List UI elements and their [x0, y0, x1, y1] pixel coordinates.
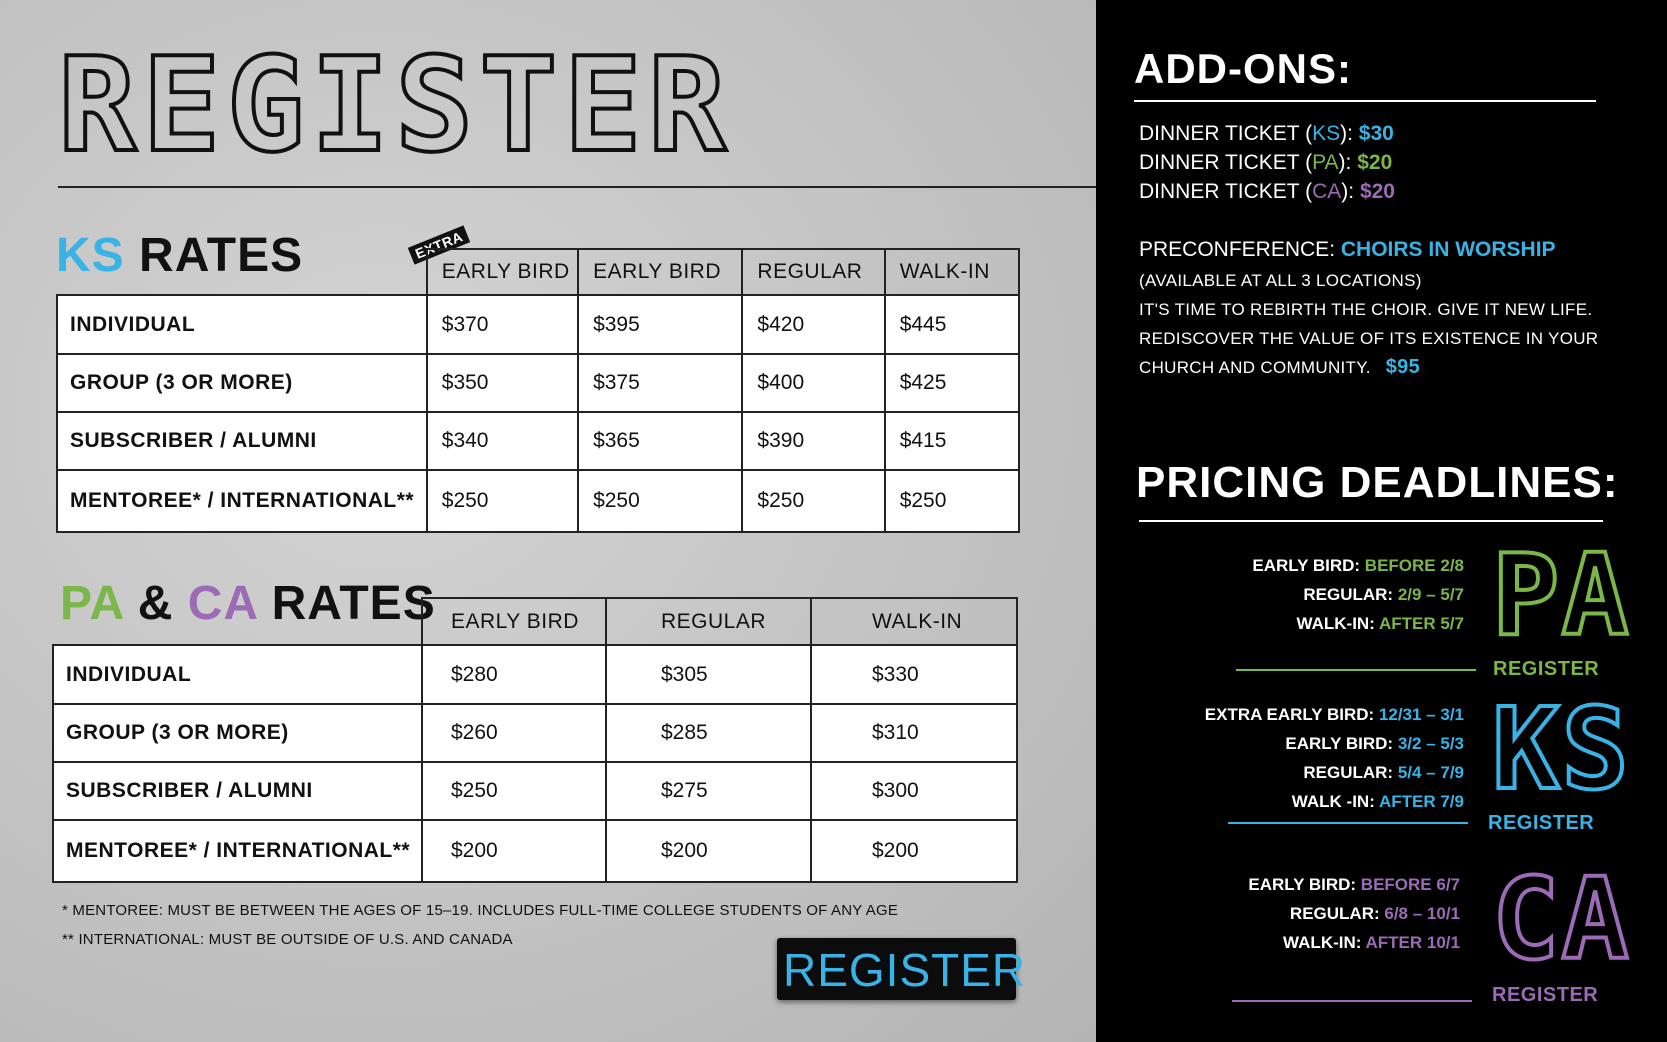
price-cell: $250 — [742, 470, 884, 532]
dinner-loc: CA — [1312, 180, 1342, 203]
deadlines-title: PRICING DEADLINES: — [1136, 458, 1619, 507]
row-label: MENTOREE* / INTERNATIONAL** — [53, 820, 422, 882]
deadline-value: BEFORE 6/7 — [1360, 875, 1460, 894]
ks-header-early-bird: EARLY BIRD — [578, 249, 742, 295]
preconference-desc-3-text: CHURCH AND COMMUNITY. — [1139, 358, 1371, 377]
ks-header-regular: REGULAR — [742, 249, 884, 295]
paca-header-blank — [53, 598, 422, 645]
ca-deadline-line — [1290, 899, 1460, 928]
deadline-label: EARLY BIRD: — [1248, 875, 1361, 894]
price-cell: $445 — [885, 295, 1019, 354]
ca-divider — [1232, 1000, 1472, 1002]
row-label: GROUP (3 OR MORE) — [53, 704, 422, 762]
table-row — [57, 295, 1019, 354]
deadline-label: EXTRA EARLY BIRD: — [1204, 705, 1379, 724]
register-button[interactable]: REGISTER — [777, 938, 1016, 1000]
price-cell: $375 — [578, 354, 742, 412]
price-cell: $395 — [578, 295, 742, 354]
dinner-label: DINNER TICKET ( — [1139, 151, 1313, 174]
dinner-sep: ): — [1338, 151, 1358, 174]
deadline-label: REGULAR: — [1303, 763, 1398, 782]
ks-divider — [1228, 822, 1468, 824]
preconference-price: $95 — [1385, 356, 1421, 378]
dinner-loc: KS — [1312, 122, 1341, 145]
preconference-name: CHOIRS IN WORSHIP — [1340, 238, 1556, 261]
price-cell: $305 — [606, 645, 811, 704]
price-cell: $285 — [606, 704, 811, 762]
ks-deadline-line — [1205, 700, 1464, 729]
ks-rates-table — [56, 248, 1020, 533]
deadline-value: AFTER 7/9 — [1378, 792, 1464, 811]
price-cell: $280 — [422, 645, 606, 704]
preconference-desc-3 — [1139, 353, 1420, 382]
ks-location-mark: KS — [1492, 685, 1631, 815]
dinner-price: $20 — [1357, 151, 1393, 174]
price-cell: $260 — [422, 704, 606, 762]
deadline-label: EARLY BIRD: — [1285, 734, 1398, 753]
ks-register-link[interactable]: REGISTER — [1488, 812, 1595, 834]
paca-header-early-bird: EARLY BIRD — [422, 598, 606, 645]
price-cell: $200 — [422, 820, 606, 882]
ks-header-walk-in: WALK-IN — [885, 249, 1019, 295]
dinner-label: DINNER TICKET ( — [1139, 180, 1313, 203]
title-divider — [58, 186, 1096, 188]
preconference-line — [1139, 236, 1556, 264]
dinner-loc: PA — [1312, 151, 1339, 174]
deadline-label: WALK-IN: — [1296, 614, 1379, 633]
price-cell: $350 — [427, 354, 578, 412]
paca-rates-table — [52, 597, 1018, 883]
dinner-ticket-ks — [1139, 120, 1394, 148]
row-label: INDIVIDUAL — [57, 295, 427, 354]
paca-header-walk-in: WALK-IN — [811, 598, 1017, 645]
deadline-label: REGULAR: — [1303, 585, 1398, 604]
price-cell: $400 — [742, 354, 884, 412]
paca-header-regular: REGULAR — [606, 598, 811, 645]
price-cell: $420 — [742, 295, 884, 354]
pa-deadline-line — [1252, 551, 1464, 580]
price-cell: $310 — [811, 704, 1017, 762]
ks-header-row — [57, 249, 1019, 295]
dinner-label: DINNER TICKET ( — [1139, 122, 1313, 145]
ca-deadline-line — [1248, 870, 1460, 899]
dinner-price: $30 — [1358, 122, 1394, 145]
price-cell: $250 — [578, 470, 742, 532]
row-label: GROUP (3 OR MORE) — [57, 354, 427, 412]
price-cell: $370 — [427, 295, 578, 354]
row-label: SUBSCRIBER / ALUMNI — [57, 412, 427, 470]
table-row — [57, 470, 1019, 532]
ks-rates-title-word: RATES — [139, 229, 304, 282]
deadlines-divider — [1139, 520, 1603, 522]
table-row — [57, 354, 1019, 412]
ks-header-blank — [57, 249, 427, 295]
pa-location-mark: PA — [1492, 531, 1631, 661]
preconference-availability: (AVAILABLE AT ALL 3 LOCATIONS) — [1139, 271, 1422, 290]
row-label: MENTOREE* / INTERNATIONAL** — [57, 470, 427, 532]
deadline-value: AFTER 5/7 — [1378, 614, 1464, 633]
ca-deadline-line — [1283, 928, 1460, 957]
preconference-label: PRECONFERENCE: — [1139, 238, 1341, 261]
paca-title-ca: CA — [187, 577, 258, 630]
price-cell: $390 — [742, 412, 884, 470]
pa-register-link[interactable]: REGISTER — [1493, 658, 1600, 680]
pa-deadline-line — [1303, 580, 1464, 609]
row-label: INDIVIDUAL — [53, 645, 422, 704]
deadline-value: 6/8 – 10/1 — [1384, 904, 1460, 923]
pa-deadline-line — [1297, 609, 1465, 638]
deadline-value: AFTER 10/1 — [1365, 933, 1460, 952]
international-footnote: ** INTERNATIONAL: MUST BE OUTSIDE OF U.S. AND CANADA — [62, 931, 513, 948]
price-cell: $250 — [427, 470, 578, 532]
price-cell: $250 — [422, 762, 606, 820]
preconference-desc-2: REDISCOVER THE VALUE OF ITS EXISTENCE IN YOUR — [1139, 329, 1599, 348]
price-cell: $275 — [606, 762, 811, 820]
addons-title: ADD-ONS: — [1134, 45, 1352, 92]
deadline-label: WALK-IN: — [1283, 933, 1366, 952]
pa-divider — [1236, 669, 1476, 671]
deadline-label: WALK -IN: — [1291, 792, 1379, 811]
ca-register-link[interactable]: REGISTER — [1492, 984, 1599, 1006]
ks-deadline-line — [1292, 787, 1464, 816]
ks-deadline-line — [1303, 758, 1464, 787]
price-cell: $425 — [885, 354, 1019, 412]
price-cell: $415 — [885, 412, 1019, 470]
table-row — [53, 704, 1017, 762]
row-label: SUBSCRIBER / ALUMNI — [53, 762, 422, 820]
price-cell: $330 — [811, 645, 1017, 704]
dinner-ticket-pa — [1139, 149, 1392, 177]
paca-header-row — [53, 598, 1017, 645]
price-cell: $200 — [606, 820, 811, 882]
deadline-value: 2/9 – 5/7 — [1397, 585, 1464, 604]
price-cell: $250 — [885, 470, 1019, 532]
ks-deadline-line — [1285, 729, 1464, 758]
deadline-label: EARLY BIRD: — [1252, 556, 1365, 575]
price-cell: $340 — [427, 412, 578, 470]
preconference-desc-1: IT'S TIME TO REBIRTH THE CHOIR. GIVE IT NEW LIFE. — [1139, 300, 1593, 319]
dinner-sep: ): — [1340, 122, 1359, 145]
deadline-value: BEFORE 2/8 — [1364, 556, 1464, 575]
price-cell: $300 — [811, 762, 1017, 820]
paca-title-word: RATES — [271, 577, 436, 630]
deadline-value: 12/31 – 3/1 — [1378, 705, 1464, 724]
table-row — [57, 412, 1019, 470]
table-row — [53, 645, 1017, 704]
addons-deadlines-panel — [1096, 0, 1667, 1042]
page-title: REGISTER — [58, 29, 733, 181]
table-row — [53, 820, 1017, 882]
ks-header-extra-early-bird: EARLY BIRD — [427, 249, 578, 295]
price-cell: $200 — [811, 820, 1017, 882]
deadline-label: REGULAR: — [1289, 904, 1385, 923]
addons-divider — [1134, 100, 1596, 102]
paca-title-amp: & — [137, 577, 174, 630]
paca-title-pa: PA — [60, 577, 124, 630]
ks-rates-title-code: KS — [56, 229, 125, 282]
price-cell: $365 — [578, 412, 742, 470]
dinner-sep: ): — [1341, 180, 1360, 203]
dinner-ticket-ca — [1139, 178, 1395, 206]
extra-tag: EXTRA — [408, 225, 470, 264]
deadline-value: 5/4 – 7/9 — [1397, 763, 1464, 782]
table-row — [53, 762, 1017, 820]
deadline-value: 3/2 – 5/3 — [1397, 734, 1464, 753]
ca-location-mark: CA — [1492, 855, 1631, 985]
dinner-price: $20 — [1359, 180, 1395, 203]
mentoree-footnote: * MENTOREE: MUST BE BETWEEN THE AGES OF 15–19. INCLUDES FULL-TIME COLLEGE STUDENTS OF ANY AGE — [62, 902, 899, 919]
